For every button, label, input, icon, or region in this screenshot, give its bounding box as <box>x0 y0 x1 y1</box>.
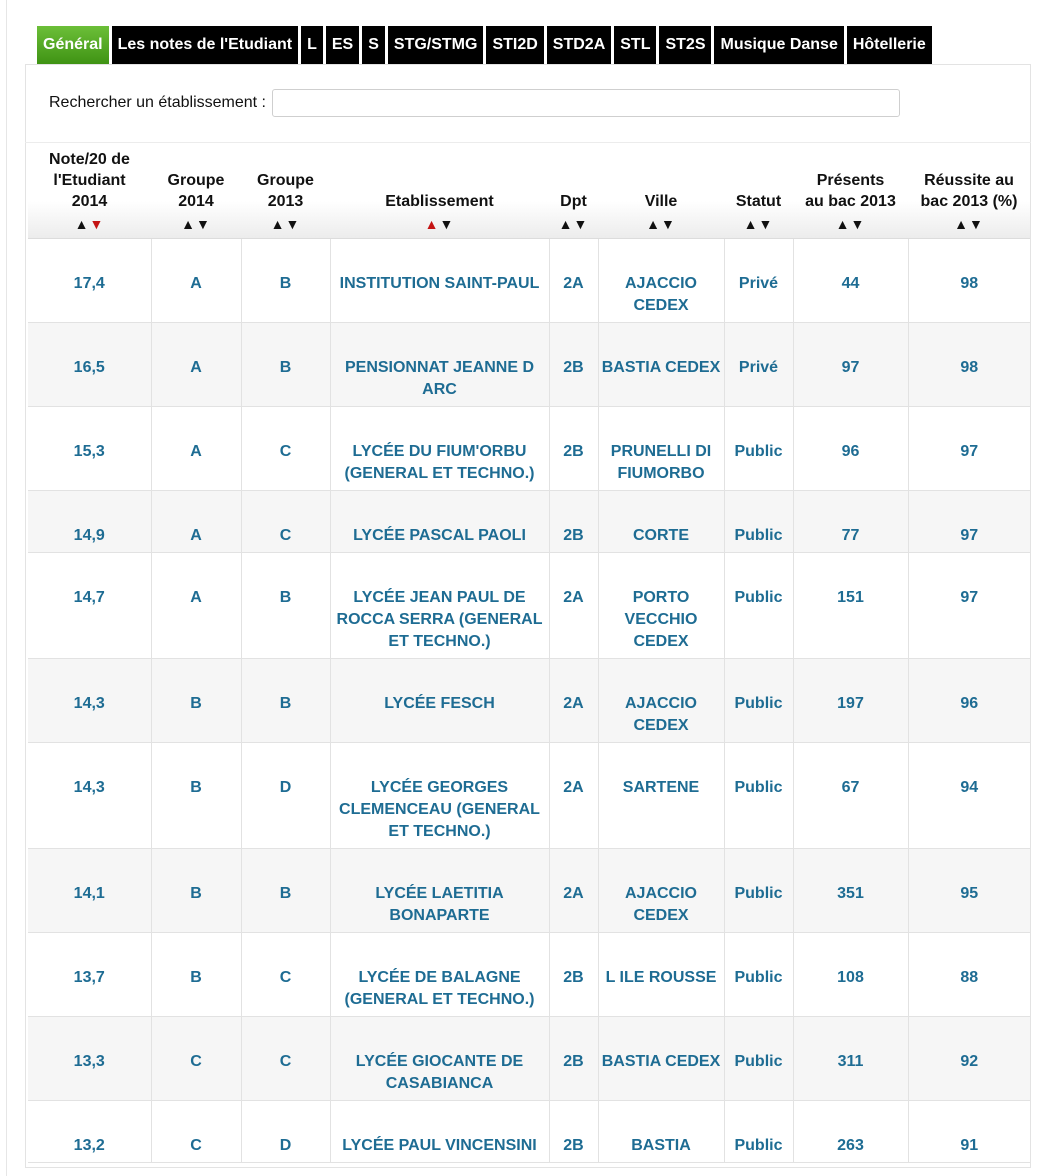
cell-reussite: 97 <box>908 490 1030 552</box>
col-header-presents <box>793 146 908 238</box>
cell-dpt: 2B <box>549 322 598 406</box>
cell-presents: 67 <box>793 742 908 848</box>
cell-etablissement <box>330 742 549 848</box>
cell-note: 15,3 <box>28 406 151 490</box>
col-header-etablissement <box>330 146 549 238</box>
col-header-groupe-2014 <box>151 146 241 238</box>
cell-reussite: 97 <box>908 552 1030 658</box>
cell-reussite: 95 <box>908 848 1030 932</box>
search-input[interactable] <box>272 89 900 117</box>
cell-dpt: 2B <box>549 932 598 1016</box>
cell-presents: 77 <box>793 490 908 552</box>
cell-groupe-2014: B <box>151 932 241 1016</box>
cell-statut: Privé <box>724 238 793 322</box>
cell-note: 14,3 <box>28 742 151 848</box>
cell-groupe-2013: D <box>241 742 330 848</box>
cell-groupe-2014: C <box>151 1016 241 1100</box>
cell-reussite: 98 <box>908 322 1030 406</box>
sort-down-icon[interactable]: ▼ <box>89 215 105 232</box>
cell-dpt: 2A <box>549 658 598 742</box>
cell-groupe-2013: B <box>241 322 330 406</box>
cell-dpt: 2A <box>549 552 598 658</box>
cell-statut: Public <box>724 848 793 932</box>
table-row <box>28 322 1030 406</box>
cell-etablissement <box>330 1016 549 1100</box>
table-body <box>28 238 1030 1162</box>
cell-etablissement <box>330 1100 549 1162</box>
col-header-reussite <box>908 146 1030 238</box>
cell-presents: 311 <box>793 1016 908 1100</box>
cell-etablissement <box>330 406 549 490</box>
table-row <box>28 1016 1030 1100</box>
cell-ville: PRUNELLI DI FIUMORBO <box>598 406 724 490</box>
cell-presents: 197 <box>793 658 908 742</box>
cell-reussite: 98 <box>908 238 1030 322</box>
search-label: Rechercher un établissement : <box>49 94 266 111</box>
school-link[interactable]: LYCÉE JEAN PAUL DE ROCCA SERRA (GENERAL ET TECHNO.) <box>336 588 543 650</box>
sort-control-etablissement[interactable] <box>332 216 547 232</box>
sort-control-statut[interactable] <box>726 216 791 232</box>
cell-note: 14,3 <box>28 658 151 742</box>
cell-dpt: 2B <box>549 490 598 552</box>
table-row <box>28 848 1030 932</box>
table-row <box>28 658 1030 742</box>
tab-sti2d[interactable]: STI2D <box>486 26 543 64</box>
header-text: 2014 <box>71 192 108 210</box>
cell-groupe-2014: C <box>151 1100 241 1162</box>
cell-groupe-2013: D <box>241 1100 330 1162</box>
col-header-groupe-2013 <box>241 146 330 238</box>
cell-note: 14,7 <box>28 552 151 658</box>
sort-up-icon[interactable]: ▲ <box>424 215 440 232</box>
cell-groupe-2014: A <box>151 322 241 406</box>
sort-up-icon[interactable]: ▲ <box>646 215 661 232</box>
sort-down-icon[interactable]: ▼ <box>969 215 984 232</box>
cell-ville: BASTIA CEDEX <box>598 322 724 406</box>
col-header-note <box>28 146 151 238</box>
cell-groupe-2014: B <box>151 742 241 848</box>
sort-down-icon[interactable]: ▼ <box>285 215 301 232</box>
cell-statut: Public <box>724 490 793 552</box>
tab-l[interactable]: L <box>301 26 323 64</box>
header-text: Ville <box>644 192 678 210</box>
cell-groupe-2014: B <box>151 658 241 742</box>
cell-groupe-2013: B <box>241 848 330 932</box>
sort-down-icon[interactable]: ▼ <box>196 215 211 232</box>
table-row <box>28 238 1030 322</box>
cell-presents: 108 <box>793 932 908 1016</box>
header-text: Note/20 de <box>49 150 130 168</box>
table-row <box>28 742 1030 848</box>
sort-down-icon[interactable]: ▼ <box>661 215 676 232</box>
sort-up-icon[interactable]: ▲ <box>835 215 851 232</box>
col-header-statut <box>724 146 793 238</box>
cell-statut: Public <box>724 1100 793 1162</box>
tab-notes-etudiant[interactable]: Les notes de l'Etudiant <box>112 26 299 64</box>
cell-note: 16,5 <box>28 322 151 406</box>
table-row <box>28 490 1030 552</box>
sort-control-presents[interactable] <box>795 216 906 232</box>
sort-up-icon[interactable]: ▲ <box>74 215 90 232</box>
sort-down-icon[interactable]: ▼ <box>850 215 866 232</box>
cell-reussite: 96 <box>908 658 1030 742</box>
filter-tabs <box>37 26 935 64</box>
cell-reussite: 92 <box>908 1016 1030 1100</box>
school-link[interactable]: LYCÉE LAETITIA BONAPARTE <box>375 884 504 924</box>
cell-dpt: 2B <box>549 406 598 490</box>
cell-presents: 44 <box>793 238 908 322</box>
sort-control-dpt[interactable] <box>551 216 596 232</box>
cell-note: 14,9 <box>28 490 151 552</box>
header-text: l'Etudiant <box>53 171 126 189</box>
col-header-dpt <box>549 146 598 238</box>
sort-up-icon[interactable]: ▲ <box>558 215 574 232</box>
school-link[interactable]: LYCÉE PASCAL PAOLI <box>353 526 526 544</box>
cell-ville: CORTE <box>598 490 724 552</box>
cell-reussite: 88 <box>908 932 1030 1016</box>
cell-statut: Public <box>724 552 793 658</box>
sort-up-icon[interactable]: ▲ <box>743 215 759 232</box>
cell-groupe-2014: A <box>151 406 241 490</box>
sort-control-note[interactable] <box>30 216 149 232</box>
cell-dpt: 2B <box>549 1016 598 1100</box>
cell-groupe-2013: C <box>241 490 330 552</box>
header-text: Présents <box>816 171 885 189</box>
header-text: au bac 2013 <box>805 192 896 210</box>
tab-hotellerie[interactable]: Hôtellerie <box>847 26 932 64</box>
cell-ville: AJACCIO CEDEX <box>598 238 724 322</box>
header-text: 2014 <box>178 192 214 210</box>
cell-ville: AJACCIO CEDEX <box>598 658 724 742</box>
header-text: Groupe <box>257 171 314 189</box>
school-link[interactable]: INSTITUTION SAINT-PAUL <box>339 274 540 292</box>
tab-s[interactable]: S <box>362 26 385 64</box>
cell-presents: 97 <box>793 322 908 406</box>
cell-ville: PORTO VECCHIO CEDEX <box>598 552 724 658</box>
cell-presents: 263 <box>793 1100 908 1162</box>
cell-reussite: 94 <box>908 742 1030 848</box>
cell-etablissement <box>330 238 549 322</box>
cell-groupe-2013: C <box>241 1016 330 1100</box>
col-header-ville <box>598 146 724 238</box>
results-table <box>28 146 1030 1163</box>
sort-control-ville[interactable] <box>600 216 722 232</box>
cell-ville: AJACCIO CEDEX <box>598 848 724 932</box>
header-text: 2013 <box>267 192 304 210</box>
header-text: Etablissement <box>385 192 494 210</box>
school-link[interactable]: LYCÉE DE BALAGNE (GENERAL ET TECHNO.) <box>344 968 535 1008</box>
school-link[interactable]: LYCÉE PAUL VINCENSINI <box>342 1136 537 1154</box>
header-text: Groupe <box>167 171 225 189</box>
cell-note: 13,7 <box>28 932 151 1016</box>
cell-note: 13,3 <box>28 1016 151 1100</box>
cell-reussite: 97 <box>908 406 1030 490</box>
search-separator <box>25 142 1031 143</box>
cell-groupe-2014: A <box>151 238 241 322</box>
cell-dpt: 2B <box>549 1100 598 1162</box>
cell-groupe-2013: C <box>241 932 330 1016</box>
sort-up-icon[interactable]: ▲ <box>954 215 969 232</box>
tab-es[interactable]: ES <box>326 26 359 64</box>
cell-presents: 151 <box>793 552 908 658</box>
sort-down-icon[interactable]: ▼ <box>573 215 589 232</box>
cell-groupe-2013: B <box>241 658 330 742</box>
header-text: bac 2013 (%) <box>920 192 1018 210</box>
cell-etablissement <box>330 322 549 406</box>
cell-groupe-2013: B <box>241 238 330 322</box>
cell-presents: 351 <box>793 848 908 932</box>
school-link[interactable]: LYCÉE FESCH <box>384 694 495 712</box>
header-text: Statut <box>735 192 782 210</box>
table-row <box>28 1100 1030 1162</box>
cell-statut: Public <box>724 406 793 490</box>
sort-down-icon[interactable]: ▼ <box>758 215 774 232</box>
header-text: Réussite au <box>924 171 1014 189</box>
tab-stg-stmg[interactable]: STG/STMG <box>388 26 484 64</box>
cell-groupe-2013: C <box>241 406 330 490</box>
table-row <box>28 552 1030 658</box>
sort-up-icon[interactable]: ▲ <box>270 215 286 232</box>
table-header-row <box>28 146 1030 238</box>
cell-etablissement <box>330 552 549 658</box>
sort-down-icon[interactable]: ▼ <box>439 215 455 232</box>
cell-note: 17,4 <box>28 238 151 322</box>
cell-groupe-2014: A <box>151 490 241 552</box>
header-text: Dpt <box>560 192 587 210</box>
cell-presents: 96 <box>793 406 908 490</box>
search-row <box>49 88 900 118</box>
cell-dpt: 2A <box>549 742 598 848</box>
tab-std2a[interactable]: STD2A <box>547 26 611 64</box>
cell-ville: SARTENE <box>598 742 724 848</box>
cell-statut: Public <box>724 742 793 848</box>
table-row <box>28 406 1030 490</box>
cell-groupe-2013: B <box>241 552 330 658</box>
tab-musique-danse[interactable]: Musique Danse <box>714 26 843 64</box>
tab-st2s[interactable]: ST2S <box>659 26 711 64</box>
cell-note: 14,1 <box>28 848 151 932</box>
cell-etablissement <box>330 848 549 932</box>
school-link[interactable]: LYCÉE DU FIUM'ORBU (GENERAL ET TECHNO.) <box>344 442 535 482</box>
cell-statut: Privé <box>724 322 793 406</box>
sort-control-reussite[interactable] <box>910 216 1028 232</box>
cell-statut: Public <box>724 1016 793 1100</box>
cell-etablissement <box>330 658 549 742</box>
school-link[interactable]: LYCÉE GEORGES CLEMENCEAU (GENERAL ET TECHNO.) <box>339 778 540 840</box>
tab-general[interactable]: Général <box>37 26 109 64</box>
table-row <box>28 932 1030 1016</box>
cell-etablissement <box>330 490 549 552</box>
cell-groupe-2014: B <box>151 848 241 932</box>
sort-up-icon[interactable]: ▲ <box>181 215 196 232</box>
cell-dpt: 2A <box>549 238 598 322</box>
cell-ville: BASTIA <box>598 1100 724 1162</box>
cell-ville: L ILE ROUSSE <box>598 932 724 1016</box>
cell-etablissement <box>330 932 549 1016</box>
cell-statut: Public <box>724 658 793 742</box>
cell-reussite: 91 <box>908 1100 1030 1162</box>
school-link[interactable]: LYCÉE GIOCANTE DE CASABIANCA <box>355 1052 524 1092</box>
tab-stl[interactable]: STL <box>614 26 656 64</box>
page-left-border <box>6 0 7 1176</box>
sort-control-groupe-2013[interactable] <box>243 216 328 232</box>
cell-statut: Public <box>724 932 793 1016</box>
cell-ville: BASTIA CEDEX <box>598 1016 724 1100</box>
school-link[interactable]: PENSIONNAT JEANNE D ARC <box>344 358 535 398</box>
cell-dpt: 2A <box>549 848 598 932</box>
cell-groupe-2014: A <box>151 552 241 658</box>
cell-note: 13,2 <box>28 1100 151 1162</box>
sort-control-groupe-2014[interactable] <box>153 216 239 232</box>
